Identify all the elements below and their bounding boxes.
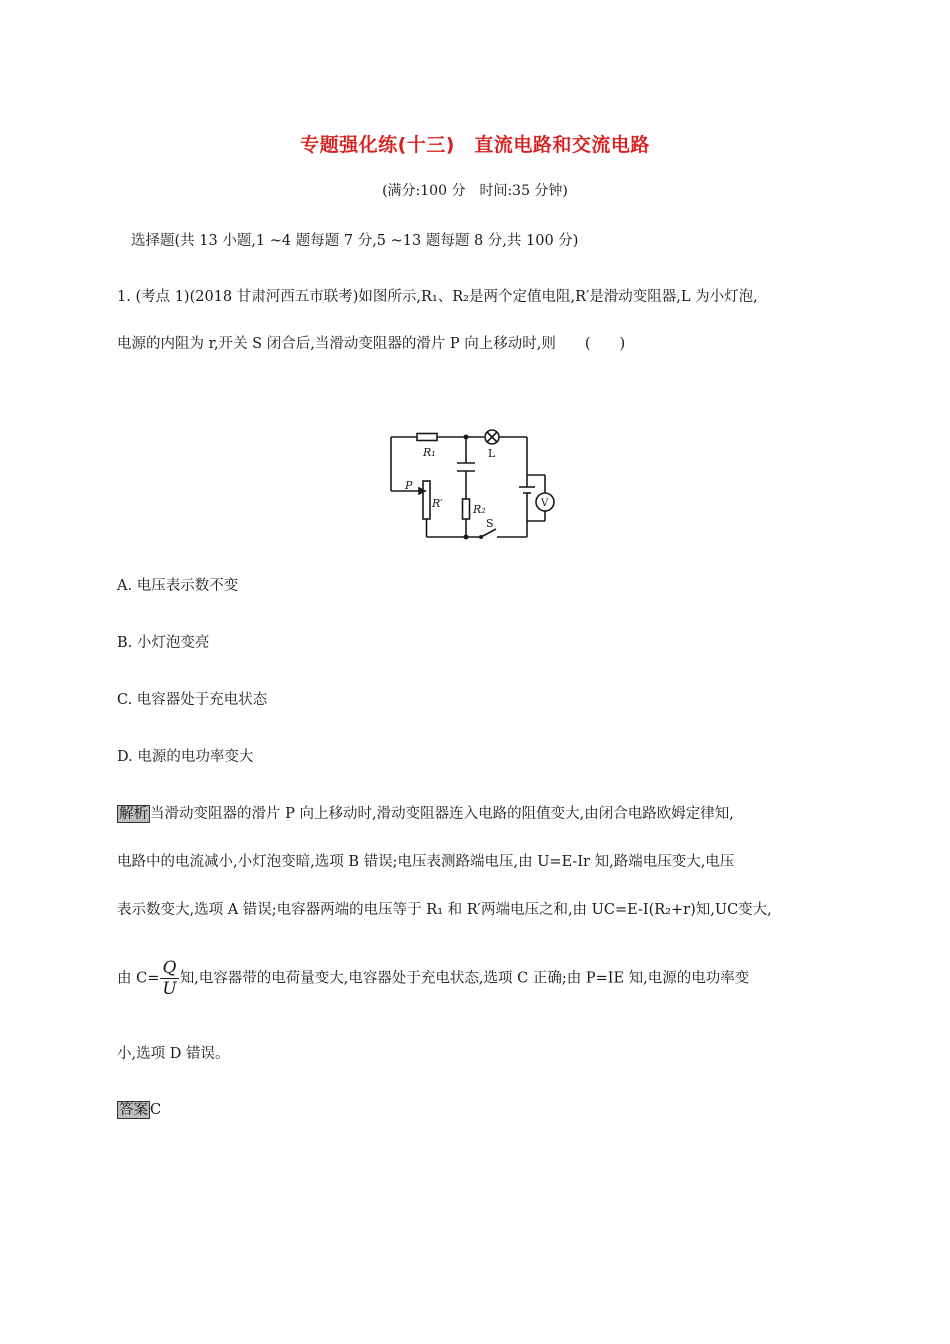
answer-value: C xyxy=(150,1102,162,1118)
resistor-r1 xyxy=(417,434,437,441)
section-heading: 选择题(共 13 小题,1 ~4 题每题 7 分,5 ~13 题每题 8 分,共 100 分) xyxy=(131,233,579,249)
analysis-text-4a: 由 C= xyxy=(117,970,160,987)
fraction-numerator: Q xyxy=(160,958,178,979)
switch-s xyxy=(481,529,496,537)
switch-contact xyxy=(479,535,483,539)
page-title: 专题强化练(十三) 直流电路和交流电路 xyxy=(300,134,650,156)
question-line-1: 1. (考点 1)(2018 甘肃河西五市联考)如图所示,R₁、R₂是两个定值电阻,R′是滑动变阻器,L 为小灯泡, xyxy=(117,289,758,305)
analysis-line-3: 表示数变大,选项 A 错误;电容器两端的电压等于 R₁ 和 R′两端电压之和,由 UC=E-I(R₂+r)知,UC变大, xyxy=(117,902,772,918)
analysis-tag: 解析 xyxy=(119,806,148,822)
rheostat-rprime xyxy=(423,481,430,519)
option-c: C. 电容器处于充电状态 xyxy=(117,692,268,708)
label-v: V xyxy=(541,498,549,509)
analysis-line-5: 小,选项 D 错误。 xyxy=(117,1046,230,1062)
label-l: L xyxy=(488,447,496,460)
resistor-r2 xyxy=(463,499,470,519)
label-p: P xyxy=(405,479,413,492)
label-r1: R₁ xyxy=(423,446,436,459)
label-rprime: R′ xyxy=(432,497,443,510)
junction-node xyxy=(464,435,469,440)
analysis-line-1 xyxy=(117,802,734,823)
analysis-line-2: 电路中的电流减小,小灯泡变暗,选项 B 错误;电压表测路端电压,由 U=E-Ir 知,路端电压变大,电压 xyxy=(117,854,735,870)
exam-meta: (满分:100 分 时间:35 分钟) xyxy=(382,183,568,199)
junction-node xyxy=(464,535,469,540)
label-s: S xyxy=(486,517,494,530)
label-r2: R₂ xyxy=(473,503,486,516)
answer-tag: 答案 xyxy=(119,1102,148,1118)
circuit-diagram xyxy=(385,425,555,545)
option-b: B. 小灯泡变亮 xyxy=(117,635,210,651)
question-line-2: 电源的内阻为 r,开关 S 闭合后,当滑动变阻器的滑片 P 向上移动时,则 ( ) xyxy=(117,336,626,352)
fraction-denominator: U xyxy=(162,979,177,999)
analysis-text-4b: 知,电容器带的电荷量变大,电容器处于充电状态,选项 C 正确;由 P=IE 知,电源的电功率变 xyxy=(179,970,750,987)
analysis-line-4 xyxy=(117,958,749,999)
slider-arrow xyxy=(419,488,425,494)
answer-line xyxy=(117,1098,161,1119)
analysis-text-1: 当滑动变阻器的滑片 P 向上移动时,滑动变阻器连入电路的阻值变大,由闭合电路欧姆定律知, xyxy=(150,806,734,822)
option-a: A. 电压表示数不变 xyxy=(117,578,239,594)
fraction-q-over-u xyxy=(160,958,178,999)
option-d: D. 电源的电功率变大 xyxy=(117,749,254,765)
